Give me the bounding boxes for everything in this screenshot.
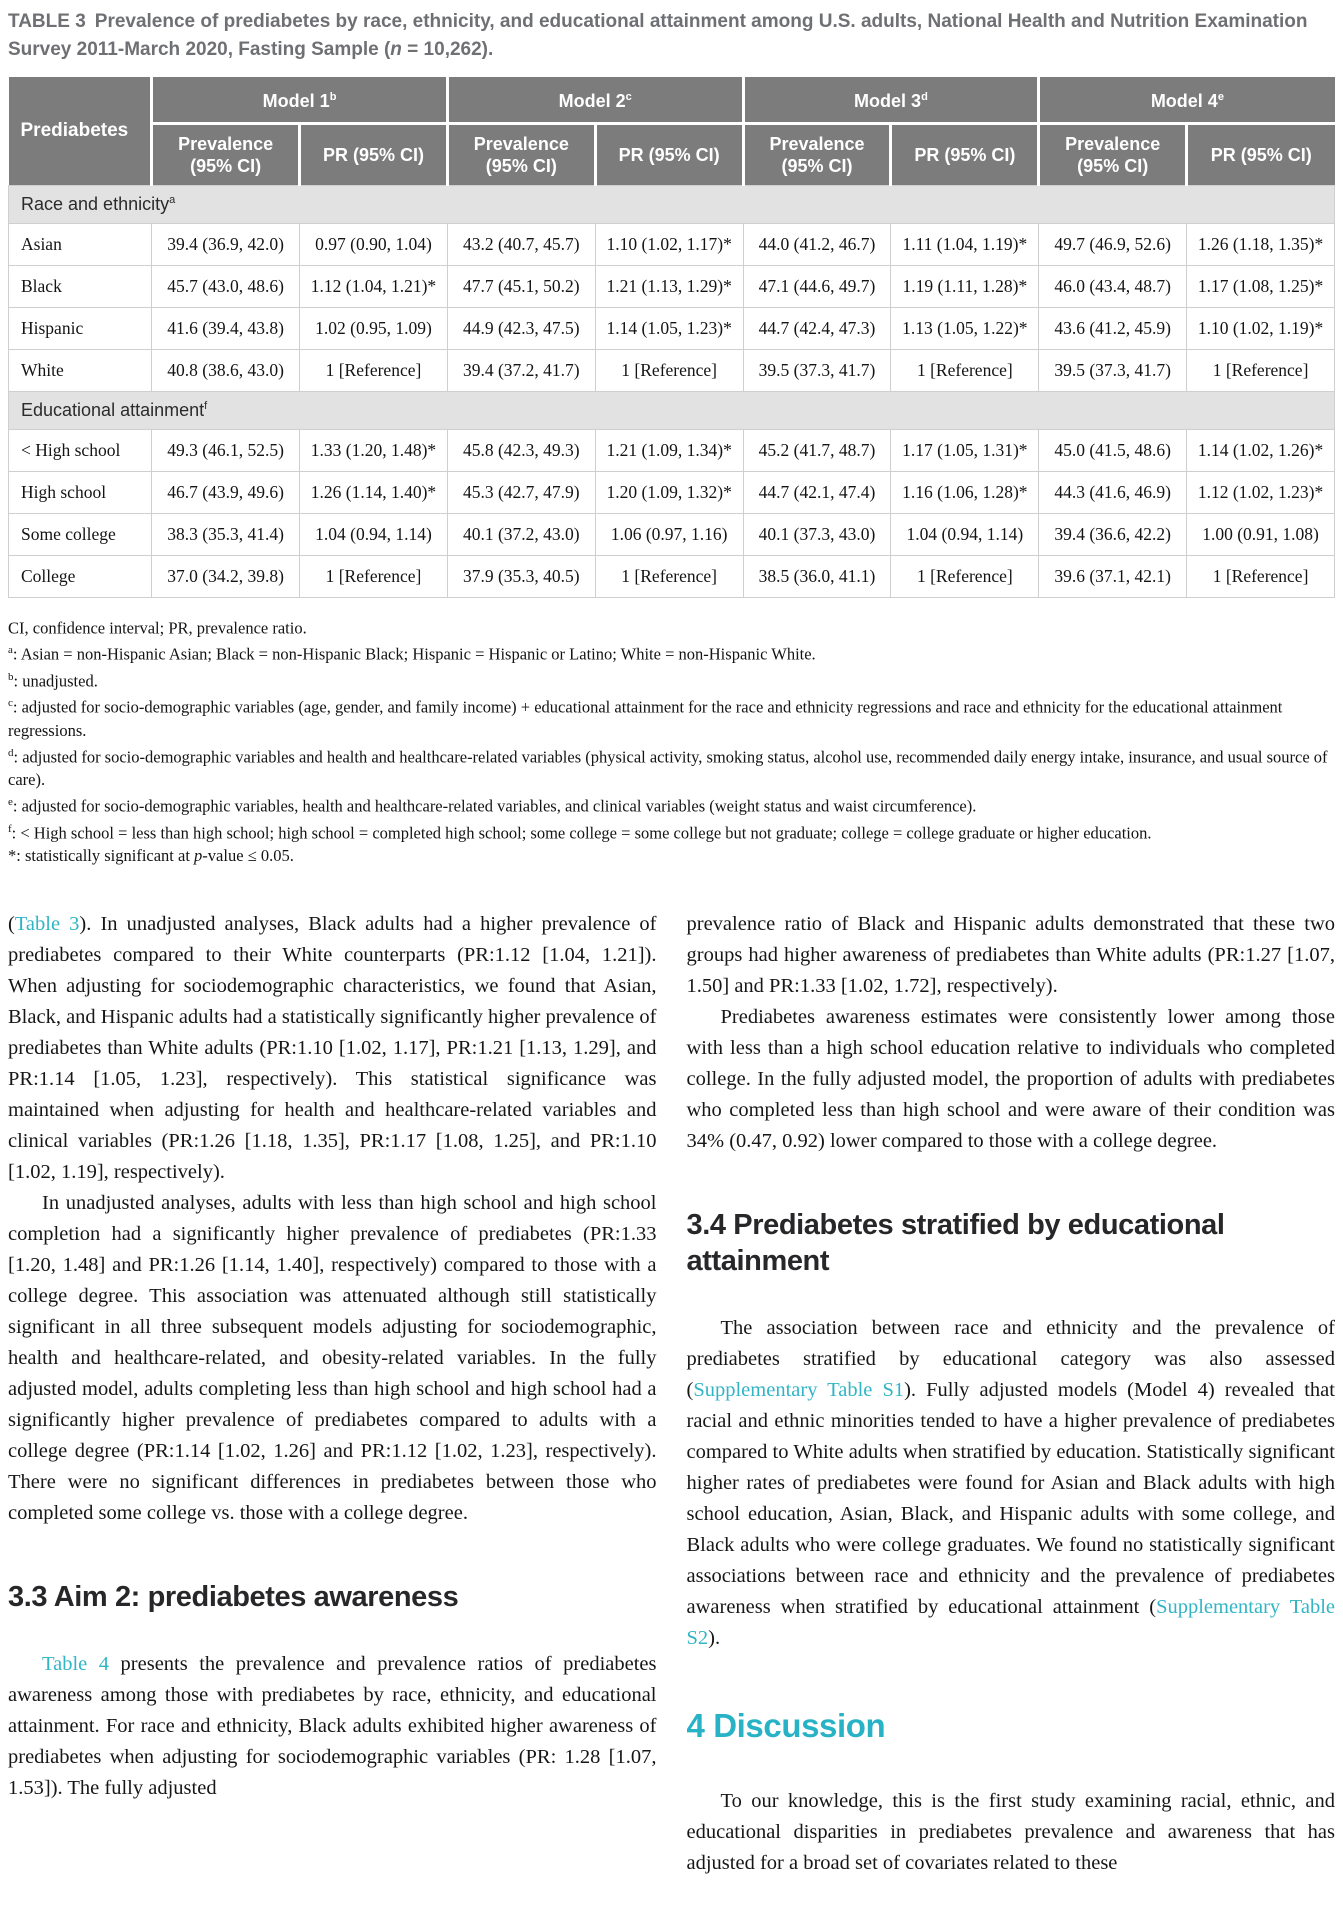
superscript-marker: b xyxy=(329,91,337,104)
section-heading-3-4: 3.4 Prediabetes stratified by educational attainment xyxy=(686,1209,1225,1277)
cell: 1.04 (0.94, 1.14) xyxy=(891,513,1039,555)
row-label: Asian xyxy=(9,223,152,265)
cell: 49.7 (46.9, 52.6) xyxy=(1039,223,1187,265)
cell: 45.7 (43.0, 48.6) xyxy=(152,265,300,307)
body-paragraph xyxy=(687,1002,1336,1157)
cell: 39.4 (36.9, 42.0) xyxy=(152,223,300,265)
cell: 37.9 (35.3, 40.5) xyxy=(447,555,595,597)
text-segment: ). In unadjusted analyses, Black adults had a higher prevalence of prediabetes compared to their White counterparts (PR:1.12 [1.04, 1.21]). When adjusting for sociodemographic characteristics, we found that Asian, Black, and Hispanic adults had a statistically significantly higher prevalence of prediabetes than White adults (PR:1.10 [1.02, 1.17], PR:1.21 [1.13, 1.29], and PR:1.14 [1.05, 1.23], respectively). This statistical significance was maintained when adjusting for health and healthcare-related variables and clinical variables (PR:1.26 [1.18, 1.35], PR:1.17 [1.08, 1.25], and PR:1.10 [1.02, 1.19], respectively). xyxy=(8,913,657,1183)
citation-link[interactable]: Supplementary Table S1 xyxy=(693,1379,905,1401)
text-segment: The association between race and ethnicity and the prevalence of prediabetes stratified by educational category was also assessed ( xyxy=(686,1317,1335,1401)
body-paragraph xyxy=(687,1786,1336,1879)
subheader-pr: PR (95% CI) xyxy=(1187,123,1335,185)
p-value-symbol: p xyxy=(194,846,203,865)
subheader-prevalence: Prevalence (95% CI) xyxy=(152,123,300,185)
cell: 1.19 (1.11, 1.28)* xyxy=(891,265,1039,307)
cell: 1 [Reference] xyxy=(595,555,743,597)
cell: 1.26 (1.14, 1.40)* xyxy=(300,471,448,513)
column-header-prediabetes: Prediabetes xyxy=(9,77,152,185)
footnote: $^d$: adjusted for socio-demographic variables and health and healthcare-related variables (physical activity, smoking status, alcohol use, recommended daily energy intake, insurance, and usual source of care). xyxy=(8,746,1328,789)
cell: 41.6 (39.4, 43.8) xyxy=(152,307,300,349)
text-segment: prevalence ratio of Black and Hispanic adults demonstrated that these two groups had higher awareness of prediabetes than White adults (PR:1.27 [1.07, 1.50] and PR:1.33 [1.02, 1.72], respectively). xyxy=(686,913,1335,997)
cell: 1 [Reference] xyxy=(300,555,448,597)
table-row-some-college xyxy=(9,513,1335,555)
body-paragraph xyxy=(8,1188,657,1529)
table-row-hispanic xyxy=(9,307,1335,349)
cell: 44.0 (41.2, 46.7) xyxy=(743,223,891,265)
text-segment: ). xyxy=(708,1627,721,1649)
text-segment: presents the prevalence and prevalence ratios of prediabetes awareness among those with prediabetes by race, ethnicity, and educational attainment. For race and ethnicity, Black adults exhibited higher awareness of prediabetes when adjusting for sociodemographic variables (PR: 1.28 [1.07, 1.53]). The fully adjusted xyxy=(8,1653,657,1799)
cell: 46.0 (43.4, 48.7) xyxy=(1039,265,1187,307)
table-row-black xyxy=(9,265,1335,307)
table-caption-label: TABLE 3 xyxy=(8,11,86,32)
cell: 1.17 (1.05, 1.31)* xyxy=(891,429,1039,471)
cell: 1.21 (1.09, 1.34)* xyxy=(595,429,743,471)
footnote: $^f$: < High school = less than high school; high school = completed high school; some college = some college but not graduate; college = college graduate or higher education. xyxy=(8,822,1152,842)
cell: 1 [Reference] xyxy=(1187,349,1335,391)
footnote: $^c$: adjusted for socio-demographic variables (age, gender, and family income) + educational attainment for the race and ethnicity regressions and race and ethnicity for the educational attainment regressions. xyxy=(8,697,1283,740)
section-heading-3-3: 3.3 Aim 2: prediabetes awareness xyxy=(8,1581,459,1613)
cell: 1.10 (1.02, 1.17)* xyxy=(595,223,743,265)
cell: 1.33 (1.20, 1.48)* xyxy=(300,429,448,471)
column-header-model-1: Model 1$^b$ xyxy=(152,77,448,123)
cell: 1.14 (1.02, 1.26)* xyxy=(1187,429,1335,471)
cell: 1.00 (0.91, 1.08) xyxy=(1187,513,1335,555)
cell: 44.7 (42.1, 47.4) xyxy=(743,471,891,513)
table-row-high-school xyxy=(9,471,1335,513)
row-label: High school xyxy=(9,471,152,513)
body-paragraph xyxy=(687,909,1336,1002)
section-heading-4-discussion: 4 Discussion xyxy=(686,1707,886,1744)
cell: 44.9 (42.3, 47.5) xyxy=(447,307,595,349)
cell: 43.6 (41.2, 45.9) xyxy=(1039,307,1187,349)
column-header-model-2: Model 2$^c$ xyxy=(447,77,743,123)
body-paragraph xyxy=(687,1313,1336,1654)
text-segment: Prediabetes awareness estimates were consistently lower among those with less than a high school education relative to individuals who completed college. In the fully adjusted model, the proportion of adults with prediabetes who completed less than high school and were aware of their condition was 34% (0.47, 0.92) lower compared to those with a college degree. xyxy=(686,1006,1335,1152)
cell: 45.2 (41.7, 48.7) xyxy=(743,429,891,471)
cell: 1.12 (1.04, 1.21)* xyxy=(300,265,448,307)
text-segment: In unadjusted analyses, adults with less than high school and high school completion had a significantly higher prevalence of prediabetes (PR:1.33 [1.20, 1.48] and PR:1.26 [1.14, 1.40], respectively) compared to those with a college degree. This association was attenuated although still statistically significant in all three subsequent models adjusting for sociodemographic, health and healthcare-related, and obesity-related variables. In the fully adjusted model, adults completing less than high school and high school had a significantly higher prevalence of prediabetes compared to adults with a college degree (PR:1.14 [1.02, 1.26] and PR:1.12 [1.02, 1.23], respectively). There were no significant differences in prediabetes between those who completed some college vs. those with a college degree. xyxy=(8,1192,657,1524)
prevalence-table xyxy=(8,77,1335,598)
cell: 1 [Reference] xyxy=(300,349,448,391)
cell: 39.5 (37.3, 41.7) xyxy=(743,349,891,391)
cell: 40.8 (38.6, 43.0) xyxy=(152,349,300,391)
cell: 1.17 (1.08, 1.25)* xyxy=(1187,265,1335,307)
cell: 47.1 (44.6, 49.7) xyxy=(743,265,891,307)
cell: 39.6 (37.1, 42.1) xyxy=(1039,555,1187,597)
cell: 1 [Reference] xyxy=(1187,555,1335,597)
cell: 38.5 (36.0, 41.1) xyxy=(743,555,891,597)
table-caption xyxy=(8,8,1335,64)
cell: 0.97 (0.90, 1.04) xyxy=(300,223,448,265)
footnote: $^a$: Asian = non-Hispanic Asian; Black = non-Hispanic Black; Hispanic = Hispanic or Latino; White = non-Hispanic White. xyxy=(8,644,816,664)
cell: 45.8 (42.3, 49.3) xyxy=(447,429,595,471)
cell: 1.14 (1.05, 1.23)* xyxy=(595,307,743,349)
left-column xyxy=(8,909,657,1879)
text-segment: ). Fully adjusted models (Model 4) revealed that racial and ethnic minorities tended to have a higher prevalence of prediabetes compared to White adults when stratified by education. Statistically significant higher rates of prediabetes were found for Asian and Black adults with high school education, Asian, Black, and Hispanic adults with some college, and Black adults who were college graduates. We found no statistically significant associations between race and ethnicity and the prevalence of prediabetes awareness when stratified by educational attainment ( xyxy=(686,1379,1335,1618)
caption-n-symbol: n xyxy=(390,39,402,60)
cell: 44.7 (42.4, 47.3) xyxy=(743,307,891,349)
subheader-prevalence: Prevalence (95% CI) xyxy=(743,123,891,185)
cell: 44.3 (41.6, 46.9) xyxy=(1039,471,1187,513)
table-row-less-than-high-school xyxy=(9,429,1335,471)
table-section-race-ethnicity: Race and ethnicity$^a$ xyxy=(9,185,1335,223)
row-label: Black xyxy=(9,265,152,307)
cell: 1.02 (0.95, 1.09) xyxy=(300,307,448,349)
cell: 1.04 (0.94, 1.14) xyxy=(300,513,448,555)
column-header-model-4: Model 4e xyxy=(1039,77,1335,123)
column-header-model-3: Model 3$^d$ xyxy=(743,77,1039,123)
body-columns xyxy=(8,909,1335,1879)
cell: 40.1 (37.3, 43.0) xyxy=(743,513,891,555)
body-paragraph xyxy=(8,909,657,1188)
footnote: $^e$: adjusted for socio-demographic variables, health and healthcare-related variables, and clinical variables (weight status and waist circumference). xyxy=(8,796,977,816)
row-label: Hispanic xyxy=(9,307,152,349)
superscript-marker: a xyxy=(169,193,176,206)
cell: 47.7 (45.1, 50.2) xyxy=(447,265,595,307)
cell: 45.0 (41.5, 48.6) xyxy=(1039,429,1187,471)
cell: 1 [Reference] xyxy=(891,555,1039,597)
cell: 1.20 (1.09, 1.32)* xyxy=(595,471,743,513)
subheader-pr: PR (95% CI) xyxy=(300,123,448,185)
footnote: $^b$: unadjusted. xyxy=(8,670,98,690)
superscript-marker: f xyxy=(204,399,208,412)
table-row-white xyxy=(9,349,1335,391)
cell: 1.06 (0.97, 1.16) xyxy=(595,513,743,555)
text-segment: To our knowledge, this is the first study examining racial, ethnic, and educational disparities in prediabetes prevalence and awareness that has adjusted for a broad set of covariates related to these xyxy=(686,1790,1335,1874)
cell: 1.21 (1.13, 1.29)* xyxy=(595,265,743,307)
body-paragraph xyxy=(8,1649,657,1804)
subheader-pr: PR (95% CI) xyxy=(595,123,743,185)
table-row-college xyxy=(9,555,1335,597)
citation-link[interactable]: Supplementary Table S2 xyxy=(686,1596,1335,1649)
citation-link[interactable]: Table 3 xyxy=(14,913,80,935)
right-column xyxy=(687,909,1336,1879)
footnote-significance: *: statistically significant at p-value ≤ 0.05. xyxy=(8,846,294,865)
cell: 40.1 (37.2, 43.0) xyxy=(447,513,595,555)
cell: 1.11 (1.04, 1.19)* xyxy=(891,223,1039,265)
row-label: < High school xyxy=(9,429,152,471)
cell: 39.4 (36.6, 42.2) xyxy=(1039,513,1187,555)
cell: 46.7 (43.9, 49.6) xyxy=(152,471,300,513)
subheader-prevalence: Prevalence (95% CI) xyxy=(447,123,595,185)
superscript-marker: e xyxy=(1217,91,1224,104)
cell: 49.3 (46.1, 52.5) xyxy=(152,429,300,471)
cell: 1.12 (1.02, 1.23)* xyxy=(1187,471,1335,513)
row-label: Some college xyxy=(9,513,152,555)
table-row-asian xyxy=(9,223,1335,265)
cell: 1 [Reference] xyxy=(891,349,1039,391)
cell: 38.3 (35.3, 41.4) xyxy=(152,513,300,555)
cell: 1.16 (1.06, 1.28)* xyxy=(891,471,1039,513)
table-caption-text: Prevalence of prediabetes by race, ethnicity, and educational attainment among U.S. adults, National Health and Nutrition Examination Survey 2011-March 2020, Fasting Sample ( xyxy=(8,11,1308,60)
footnote: CI, confidence interval; PR, prevalence ratio. xyxy=(8,618,307,637)
citation-link[interactable]: Table 4 xyxy=(42,1653,110,1675)
cell: 39.4 (37.2, 41.7) xyxy=(447,349,595,391)
cell: 1.13 (1.05, 1.22)* xyxy=(891,307,1039,349)
row-label: White xyxy=(9,349,152,391)
cell: 1.10 (1.02, 1.19)* xyxy=(1187,307,1335,349)
cell: 1.26 (1.18, 1.35)* xyxy=(1187,223,1335,265)
cell: 1 [Reference] xyxy=(595,349,743,391)
text-segment: ( xyxy=(8,913,15,935)
row-label: College xyxy=(9,555,152,597)
subheader-pr: PR (95% CI) xyxy=(891,123,1039,185)
table-caption-tail: = 10,262). xyxy=(401,39,494,60)
superscript-marker: d xyxy=(921,91,928,104)
cell: 39.5 (37.3, 41.7) xyxy=(1039,349,1187,391)
cell: 43.2 (40.7, 45.7) xyxy=(447,223,595,265)
cell: 37.0 (34.2, 39.8) xyxy=(152,555,300,597)
table-section-educational-attainment: Educational attainment$^f$ xyxy=(9,391,1335,429)
table-footnotes xyxy=(8,613,1335,868)
cell: 45.3 (42.7, 47.9) xyxy=(447,471,595,513)
subheader-prevalence: Prevalence (95% CI) xyxy=(1039,123,1187,185)
superscript-marker: c xyxy=(625,91,632,104)
